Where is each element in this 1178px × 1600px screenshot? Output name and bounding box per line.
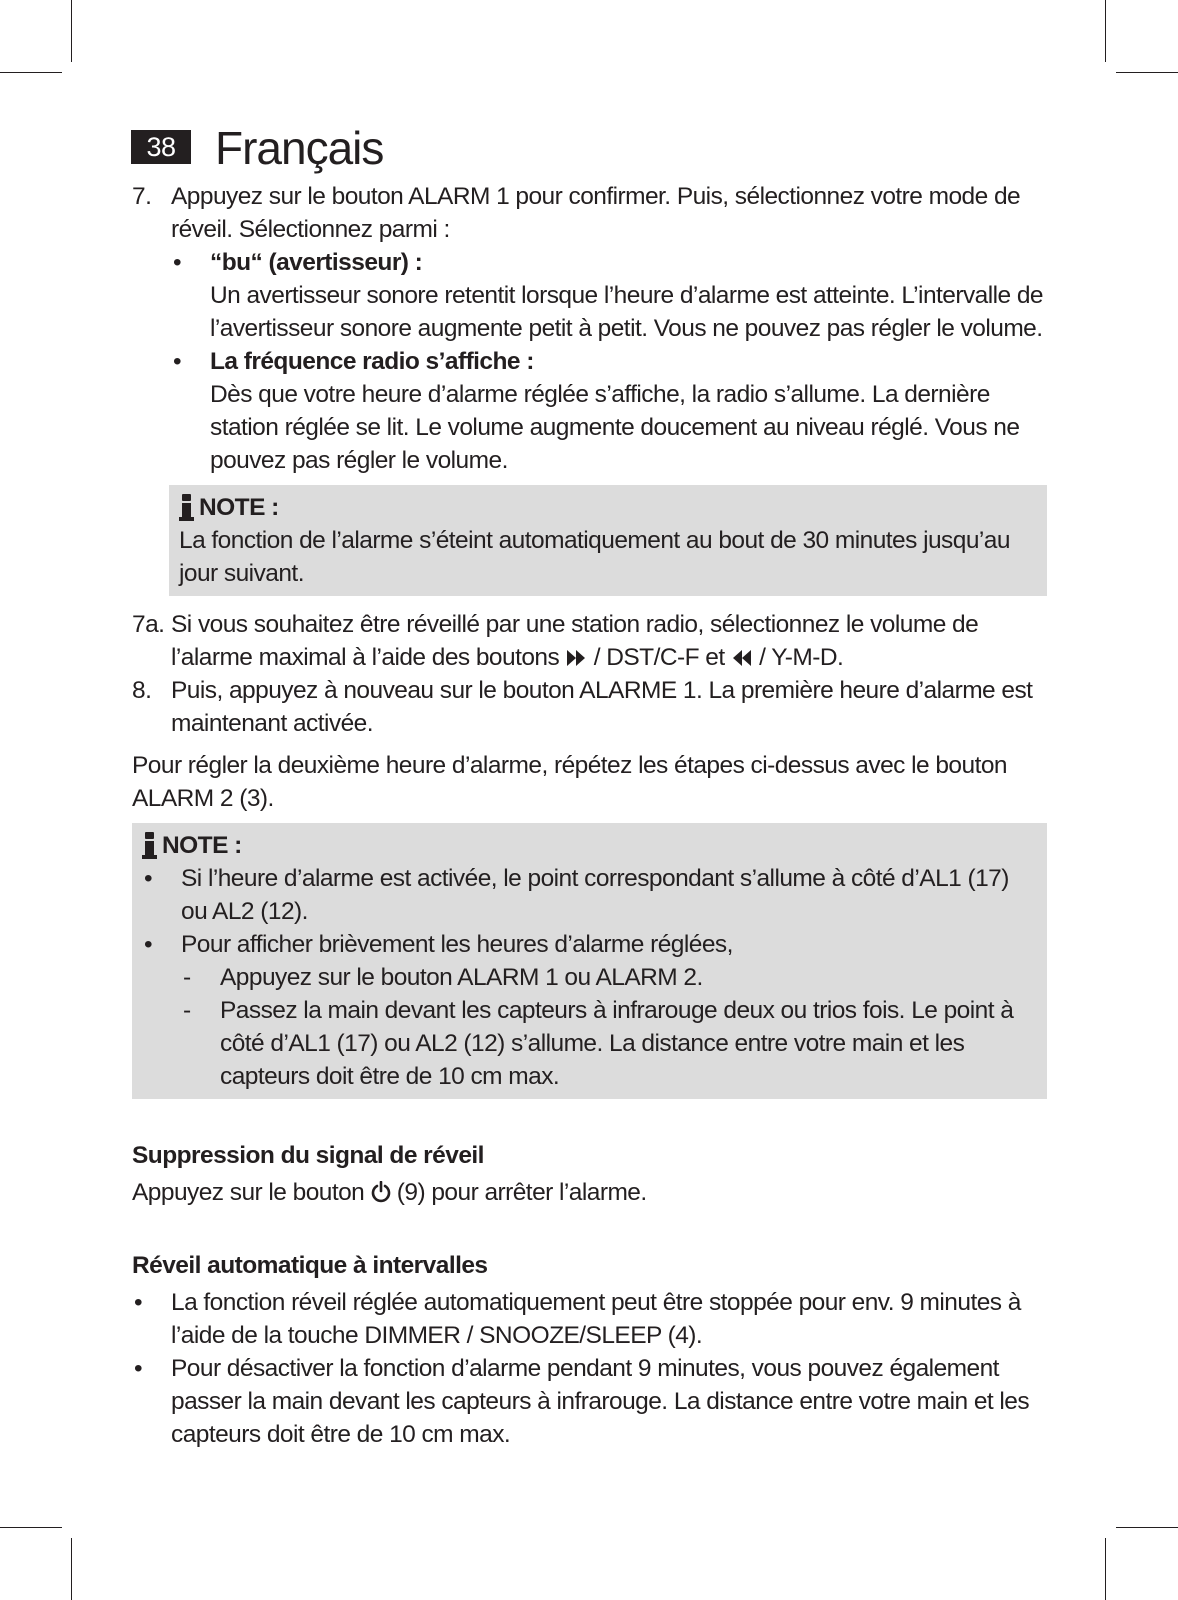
list-item-text: Si l’heure d’alarme est activée, le point correspondant s’allume à côté d’AL1 (17) ou AL2 (12). <box>181 865 1009 925</box>
crop-mark-bottom-left-vertical <box>71 1538 72 1600</box>
list-item-text: Dès que votre heure d’alarme réglée s’affiche, la radio s’allume. La dernière station réglée se lit. Le volume augmente doucement au niveau réglé. Vous ne pouvez pas régler le volume. <box>210 381 1020 474</box>
power-icon <box>371 1181 391 1203</box>
list-item-text: La fonction réveil réglée automatiquement peut être stoppée pour env. 9 minutes à l’aide de la touche DIMMER / SNOOZE/SLEEP (4). <box>171 1289 1021 1349</box>
bullet-glyph: • <box>134 1355 143 1382</box>
page-content <box>132 180 1047 1451</box>
step-text: / Y-M-D. <box>759 644 844 671</box>
list-item-text: Pour afficher brièvement les heures d’alarme réglées, <box>181 931 733 958</box>
info-icon <box>142 832 156 860</box>
list-item <box>171 246 1047 345</box>
fast-forward-icon <box>565 648 587 668</box>
note-title-text: NOTE : <box>199 494 279 521</box>
note-box <box>132 823 1047 1099</box>
info-icon <box>179 494 193 522</box>
step-number: 7. <box>132 183 152 210</box>
list-item-title: “bu“ (avertisseur) : <box>210 249 423 276</box>
page-title: Français <box>215 122 384 174</box>
step-7 <box>132 180 1047 477</box>
list-item <box>142 862 1037 928</box>
step-text: Appuyez sur le bouton ALARM 1 pour confirmer. Puis, sélectionnez votre mode de réveil. Sélectionnez parmi : <box>171 183 1021 243</box>
list-item-text: Pour désactiver la fonction d’alarme pendant 9 minutes, vous pouvez également passer la main devant les capteurs à infrarouge. La distance entre votre main et les capteurs doit être de 10 cm max. <box>171 1355 1030 1448</box>
step-8 <box>132 674 1047 740</box>
list-item <box>171 345 1047 477</box>
crop-mark-top-left-horizontal <box>0 72 62 73</box>
step-text: / DST/C-F et <box>593 644 725 671</box>
list-item-title: La fréquence radio s’affiche : <box>210 348 534 375</box>
paragraph <box>132 1176 1047 1209</box>
bullet-glyph: • <box>173 348 182 375</box>
sub-list-item-text: Passez la main devant les capteurs à infrarouge deux ou trios fois. Le point à côté d’AL1 (17) ou AL2 (12) s’allume. La distance entre votre main et les capteurs doit être de 10 cm max. <box>220 997 1014 1090</box>
section-heading: Réveil automatique à intervalles <box>132 1252 488 1279</box>
crop-mark-bottom-right-horizontal <box>1116 1527 1178 1528</box>
step-text: Si vous souhaitez être réveillé par une station radio, sélectionnez le volume de l’alarme maximal à l’aide des boutons <box>171 611 979 671</box>
paragraph-text: Appuyez sur le bouton <box>132 1179 365 1206</box>
bullet-glyph: • <box>134 1289 143 1316</box>
bullet-glyph: • <box>144 865 153 892</box>
sub-list-item-text: Appuyez sur le bouton ALARM 1 ou ALARM 2. <box>220 964 703 991</box>
list-item-text: Un avertisseur sonore retentit lorsque l’heure d’alarme est atteinte. L’intervalle de l’avertisseur sonore augmente petit à petit. Vous ne pouvez pas régler le volume. <box>210 282 1044 342</box>
sub-list-item <box>181 994 1037 1093</box>
step-number: 7a. <box>132 611 165 638</box>
bullet-glyph: • <box>144 931 153 958</box>
step-7a <box>132 608 1047 674</box>
crop-mark-bottom-left-horizontal <box>0 1527 62 1528</box>
bullet-glyph: • <box>173 249 182 276</box>
paragraph-text: (9) pour arrêter l’alarme. <box>396 1179 647 1206</box>
crop-mark-bottom-right-vertical <box>1105 1538 1106 1600</box>
section-heading: Suppression du signal de réveil <box>132 1142 484 1169</box>
step-number: 8. <box>132 677 152 704</box>
list-item <box>142 928 1037 1093</box>
list-item <box>132 1286 1047 1352</box>
paragraph: Pour régler la deuxième heure d’alarme, répétez les étapes ci-dessus avec le bouton ALARM 2 (3). <box>132 752 1007 812</box>
note-text: La fonction de l’alarme s’éteint automatiquement au bout de 30 minutes jusqu’au jour suivant. <box>179 527 1010 587</box>
note-title-text: NOTE : <box>162 832 242 859</box>
note-title <box>179 491 1037 524</box>
step-text: Puis, appuyez à nouveau sur le bouton ALARME 1. La première heure d’alarme est maintenant activée. <box>171 677 1033 737</box>
sub-list-item <box>181 961 1037 994</box>
crop-mark-top-right-vertical <box>1105 0 1106 62</box>
note-box <box>169 485 1047 596</box>
rewind-icon <box>731 648 753 668</box>
crop-mark-top-right-horizontal <box>1116 72 1178 73</box>
list-item <box>132 1352 1047 1451</box>
page-number: 38 <box>131 130 191 164</box>
note-title <box>142 829 1037 862</box>
dash-glyph: - <box>183 964 191 991</box>
dash-glyph: - <box>183 997 191 1024</box>
crop-mark-top-left-vertical <box>71 0 72 62</box>
